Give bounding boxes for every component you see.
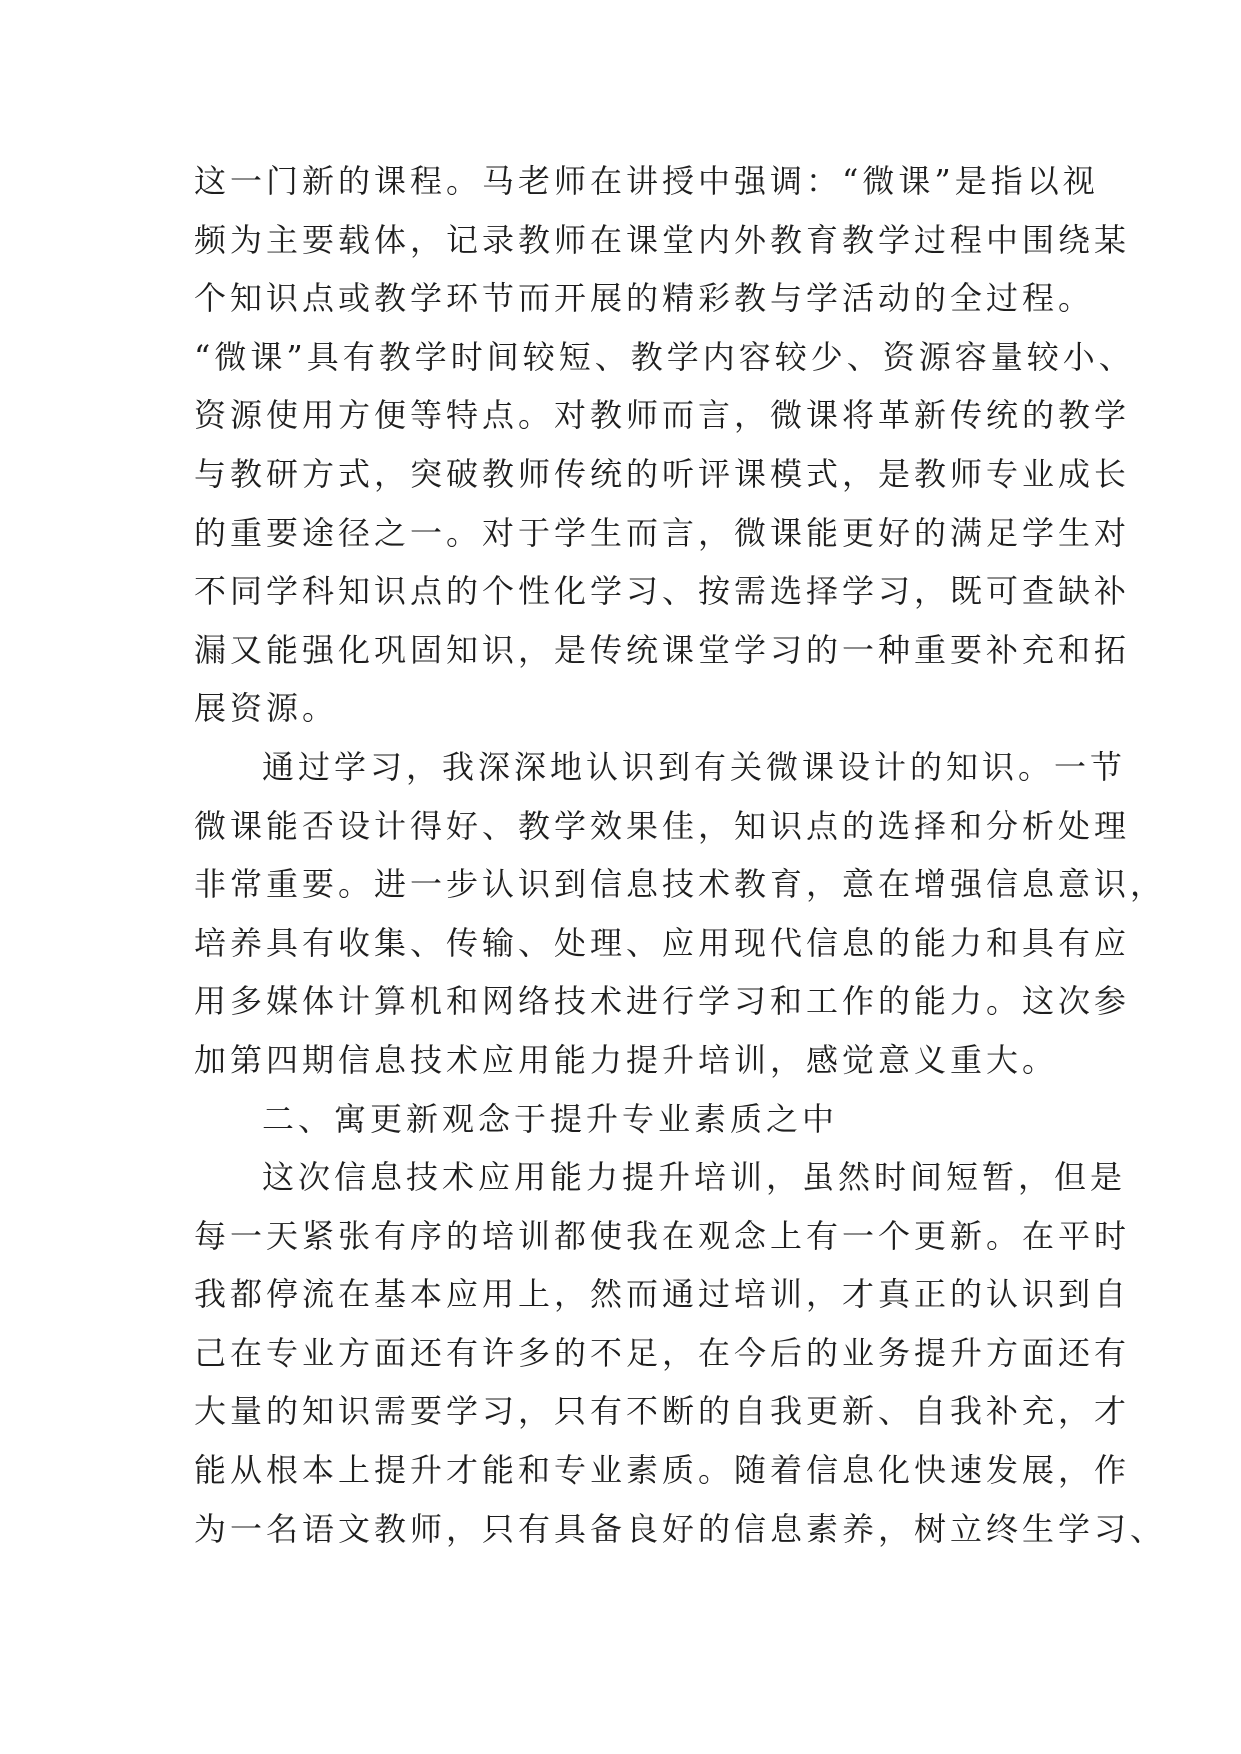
text-line: 这次信息技术应用能力提升培训，虽然时间短暂，但是: [262, 1158, 1127, 1197]
text-line: 己在专业方面还有许多的不足，在今后的业务提升方面还有: [194, 1333, 1131, 1372]
text-line: 非常重要。进一步认识到信息技术教育，意在增强信息意识，: [194, 865, 1167, 904]
text-line: 微课能否设计得好、教学效果佳，知识点的选择和分析处理: [194, 806, 1131, 845]
text-line: 我都停流在基本应用上，然而通过培训，才真正的认识到自: [194, 1275, 1131, 1314]
text-line: 资源使用方便等特点。对教师而言，微课将革新传统的教学: [194, 396, 1131, 435]
text-line: 通过学习，我深深地认识到有关微课设计的知识。一节: [262, 747, 1127, 786]
text-line: 培养具有收集、传输、处理、应用现代信息的能力和具有应: [194, 923, 1131, 962]
text-line: 为一名语文教师，只有具备良好的信息素养，树立终生学习、: [194, 1509, 1167, 1548]
text-line: 这一门新的课程。马老师在讲授中强调：“微课”是指以视: [194, 162, 1099, 200]
text-line: 每一天紧张有序的培训都使我在观念上有一个更新。在平时: [194, 1216, 1131, 1255]
text-line: 加第四期信息技术应用能力提升培训，感觉意义重大。: [194, 1040, 1059, 1079]
text-line: 用多媒体计算机和网络技术进行学习和工作的能力。这次参: [194, 982, 1131, 1021]
text-line: 大量的知识需要学习，只有不断的自我更新、自我补充，才: [194, 1392, 1131, 1431]
text-line: 的重要途径之一。对于学生而言，微课能更好的满足学生对: [194, 513, 1131, 552]
text-line: 展资源。: [194, 689, 339, 728]
text-line: 漏又能强化巩固知识，是传统课堂学习的一种重要补充和拓: [194, 630, 1131, 669]
text-line: 频为主要载体，记录教师在课堂内外教育教学过程中围绕某: [194, 220, 1131, 259]
text-line: “微课”具有教学时间较短、教学内容较少、资源容量较小、: [194, 337, 1135, 376]
text-line: 个知识点或教学环节而开展的精彩教与学活动的全过程。: [194, 279, 1095, 318]
text-line: 能从根本上提升才能和专业素质。随着信息化快速发展，作: [194, 1451, 1131, 1490]
text-line: 与教研方式，突破教师传统的听评课模式，是教师专业成长: [194, 454, 1131, 493]
section-heading: 二、寓更新观念于提升专业素质之中: [262, 1099, 839, 1138]
text-line: 不同学科知识点的个性化学习、按需选择学习，既可查缺补: [194, 572, 1131, 611]
body-text: [194, 152, 1167, 1558]
